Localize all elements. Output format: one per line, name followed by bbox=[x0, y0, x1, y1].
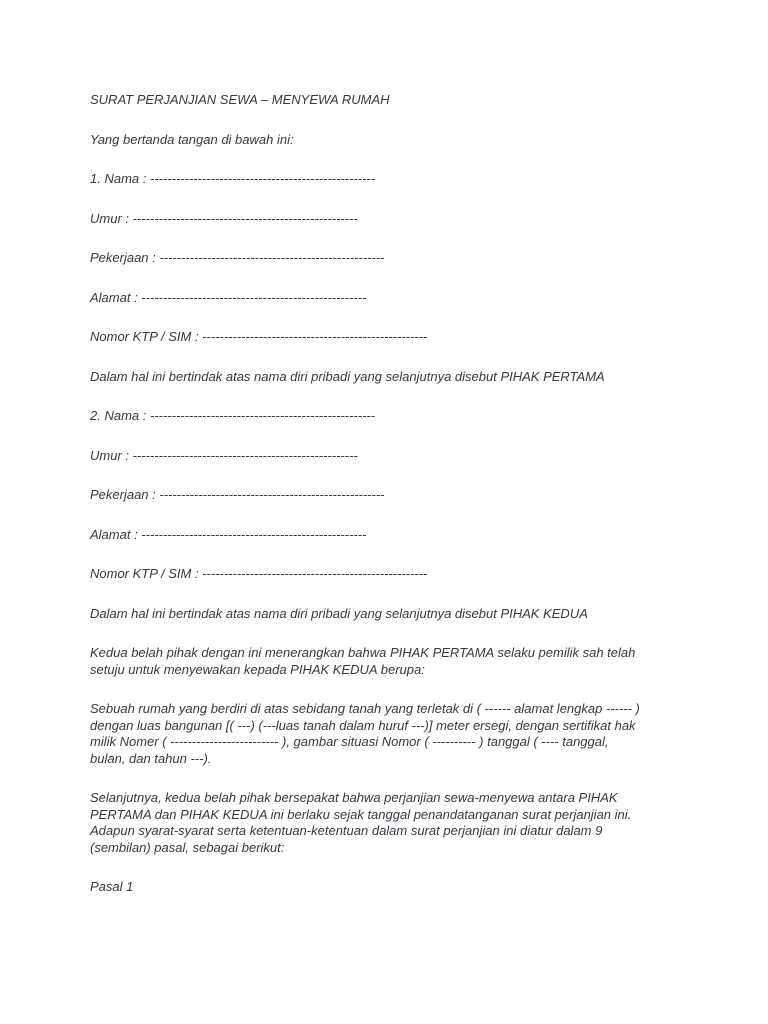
party1-age-line: Umur : ---------------------------------------------------- bbox=[90, 210, 358, 226]
party1-statement: Dalam hal ini bertindak atas nama diri pribadi yang selanjutnya disebut PIHAK PERTAMA bbox=[90, 368, 605, 384]
document-body bbox=[90, 92, 686, 919]
party1-address-line: Alamat : ---------------------------------------------------- bbox=[90, 289, 367, 305]
property-paragraph: Sebuah rumah yang berdiri di atas sebidang tanah yang terletak di ( ------ alamat lengkap ------ ) dengan luas bangunan [( ---) (---luas tanah dalam huruf ---)] meter ersegi, dengan sertifikat hak milik Nomer ( ------------------------- ), gambar situasi Nomor ( ---------- ) tanggal ( ---- tanggal, bulan, dan tahun ---). bbox=[90, 701, 640, 766]
party2-id-line: Nomor KTP / SIM : ---------------------------------------------------- bbox=[90, 566, 428, 581]
terms-paragraph: Selanjutnya, kedua belah pihak bersepakat bahwa perjanjian sewa-menyewa antara PIHAK PERTAMA dan PIHAK KEDUA ini berlaku sejak tanggal penandatanganan surat perjanjian ini. Adapun syarat-syarat serta ketentuan-ketentuan dalam surat perjanjian ini diatur dalam 9 (sembilan) pasal, sebagai berikut: bbox=[90, 790, 632, 855]
party2-job-line: Pekerjaan : ---------------------------------------------------- bbox=[90, 487, 385, 502]
party2-name-line: 2. Nama : ---------------------------------------------------- bbox=[90, 408, 376, 423]
party1-name-line: 1. Nama : ---------------------------------------------------- bbox=[90, 171, 376, 186]
party1-id-line: Nomor KTP / SIM : ---------------------------------------------------- bbox=[90, 329, 428, 344]
party2-address-line: Alamat : ---------------------------------------------------- bbox=[90, 526, 367, 542]
party1-job-line: Pekerjaan : ---------------------------------------------------- bbox=[90, 250, 385, 265]
party2-statement: Dalam hal ini bertindak atas nama diri pribadi yang selanjutnya disebut PIHAK KEDUA bbox=[90, 605, 588, 621]
document-title: SURAT PERJANJIAN SEWA – MENYEWA RUMAH bbox=[90, 92, 390, 107]
intro-text: Yang bertanda tangan di bawah ini: bbox=[90, 131, 294, 147]
section-heading: Pasal 1 bbox=[90, 879, 134, 894]
party2-age-line: Umur : ---------------------------------------------------- bbox=[90, 447, 358, 463]
agreement-paragraph: Kedua belah pihak dengan ini menerangkan bahwa PIHAK PERTAMA selaku pemilik sah telah setuju untuk menyewakan kepada PIHAK KEDUA berupa: bbox=[90, 645, 636, 677]
